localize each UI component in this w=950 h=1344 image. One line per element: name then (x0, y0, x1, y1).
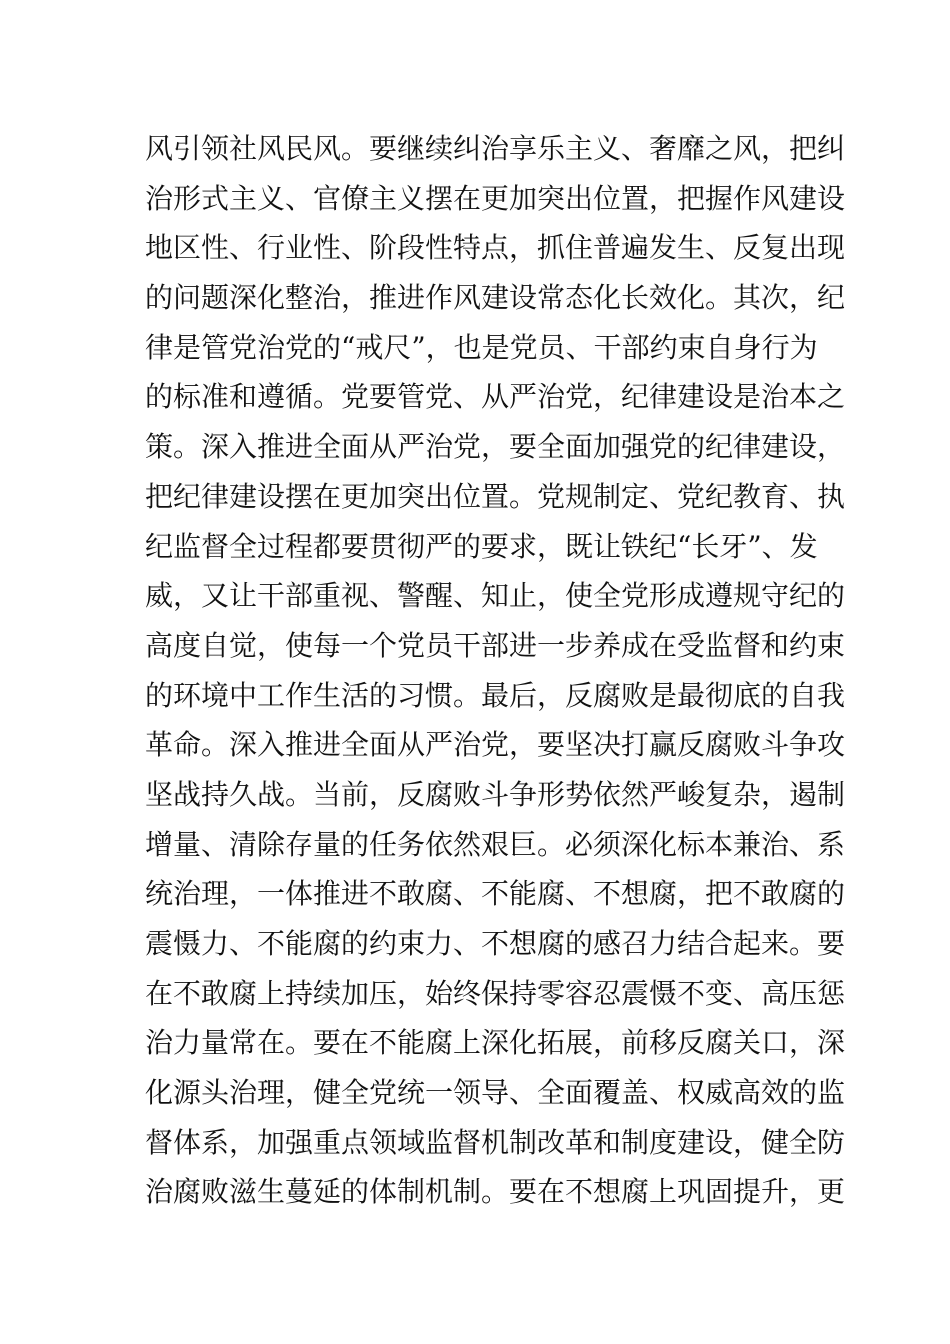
text-line: 策。深入推进全面从严治党，要全面加强党的纪律建设， (145, 430, 846, 464)
text-line: 纪监督全过程都要贯彻严的要求，既让铁纪“长牙”、发 (145, 529, 818, 563)
text-line: 督体系，加强重点领域监督机制改革和制度建设，健全防 (145, 1125, 846, 1159)
text-line: 的标准和遵循。党要管党、从严治党，纪律建设是治本之 (145, 380, 846, 414)
text-line: 高度自觉，使每一个党员干部进一步养成在受监督和约束 (145, 628, 846, 662)
text-line: 统治理，一体推进不敢腐、不能腐、不想腐，把不敢腐的 (145, 877, 846, 911)
text-line: 威，又让干部重视、警醒、知止，使全党形成遵规守纪的 (145, 579, 846, 613)
body-text (145, 124, 846, 1217)
text-line: 地区性、行业性、阶段性特点，抓住普遍发生、反复出现 (145, 231, 846, 265)
text-line: 在不敢腐上持续加压，始终保持零容忍震慑不变、高压惩 (145, 976, 846, 1010)
text-line: 震慑力、不能腐的约束力、不想腐的感召力结合起来。要 (145, 927, 846, 960)
text-line: 治力量常在。要在不能腐上深化拓展，前移反腐关口，深 (145, 1026, 846, 1060)
text-line: 革命。深入推进全面从严治党，要坚决打赢反腐败斗争攻 (145, 728, 846, 762)
text-line: 治形式主义、官僚主义摆在更加突出位置，把握作风建设 (145, 181, 846, 215)
text-line: 把纪律建设摆在更加突出位置。党规制定、党纪教育、执 (145, 479, 846, 513)
text-line: 风引领社风民风。要继续纠治享乐主义、奢靡之风，把纠 (145, 132, 846, 165)
text-line: 增量、清除存量的任务依然艰巨。必须深化标本兼治、系 (145, 827, 846, 861)
text-line: 坚战持久战。当前，反腐败斗争形势依然严峻复杂，遏制 (145, 777, 846, 811)
text-line: 律是管党治党的“戒尺”，也是党员、干部约束自身行为 (145, 330, 818, 364)
text-line: 治腐败滋生蔓延的体制机制。要在不想腐上巩固提升，更 (145, 1175, 846, 1209)
text-line: 的环境中工作生活的习惯。最后，反腐败是最彻底的自我 (145, 678, 846, 712)
text-line: 的问题深化整治，推进作风建设常态化长效化。其次，纪 (145, 281, 846, 315)
text-line: 化源头治理，健全党统一领导、全面覆盖、权威高效的监 (145, 1076, 846, 1110)
